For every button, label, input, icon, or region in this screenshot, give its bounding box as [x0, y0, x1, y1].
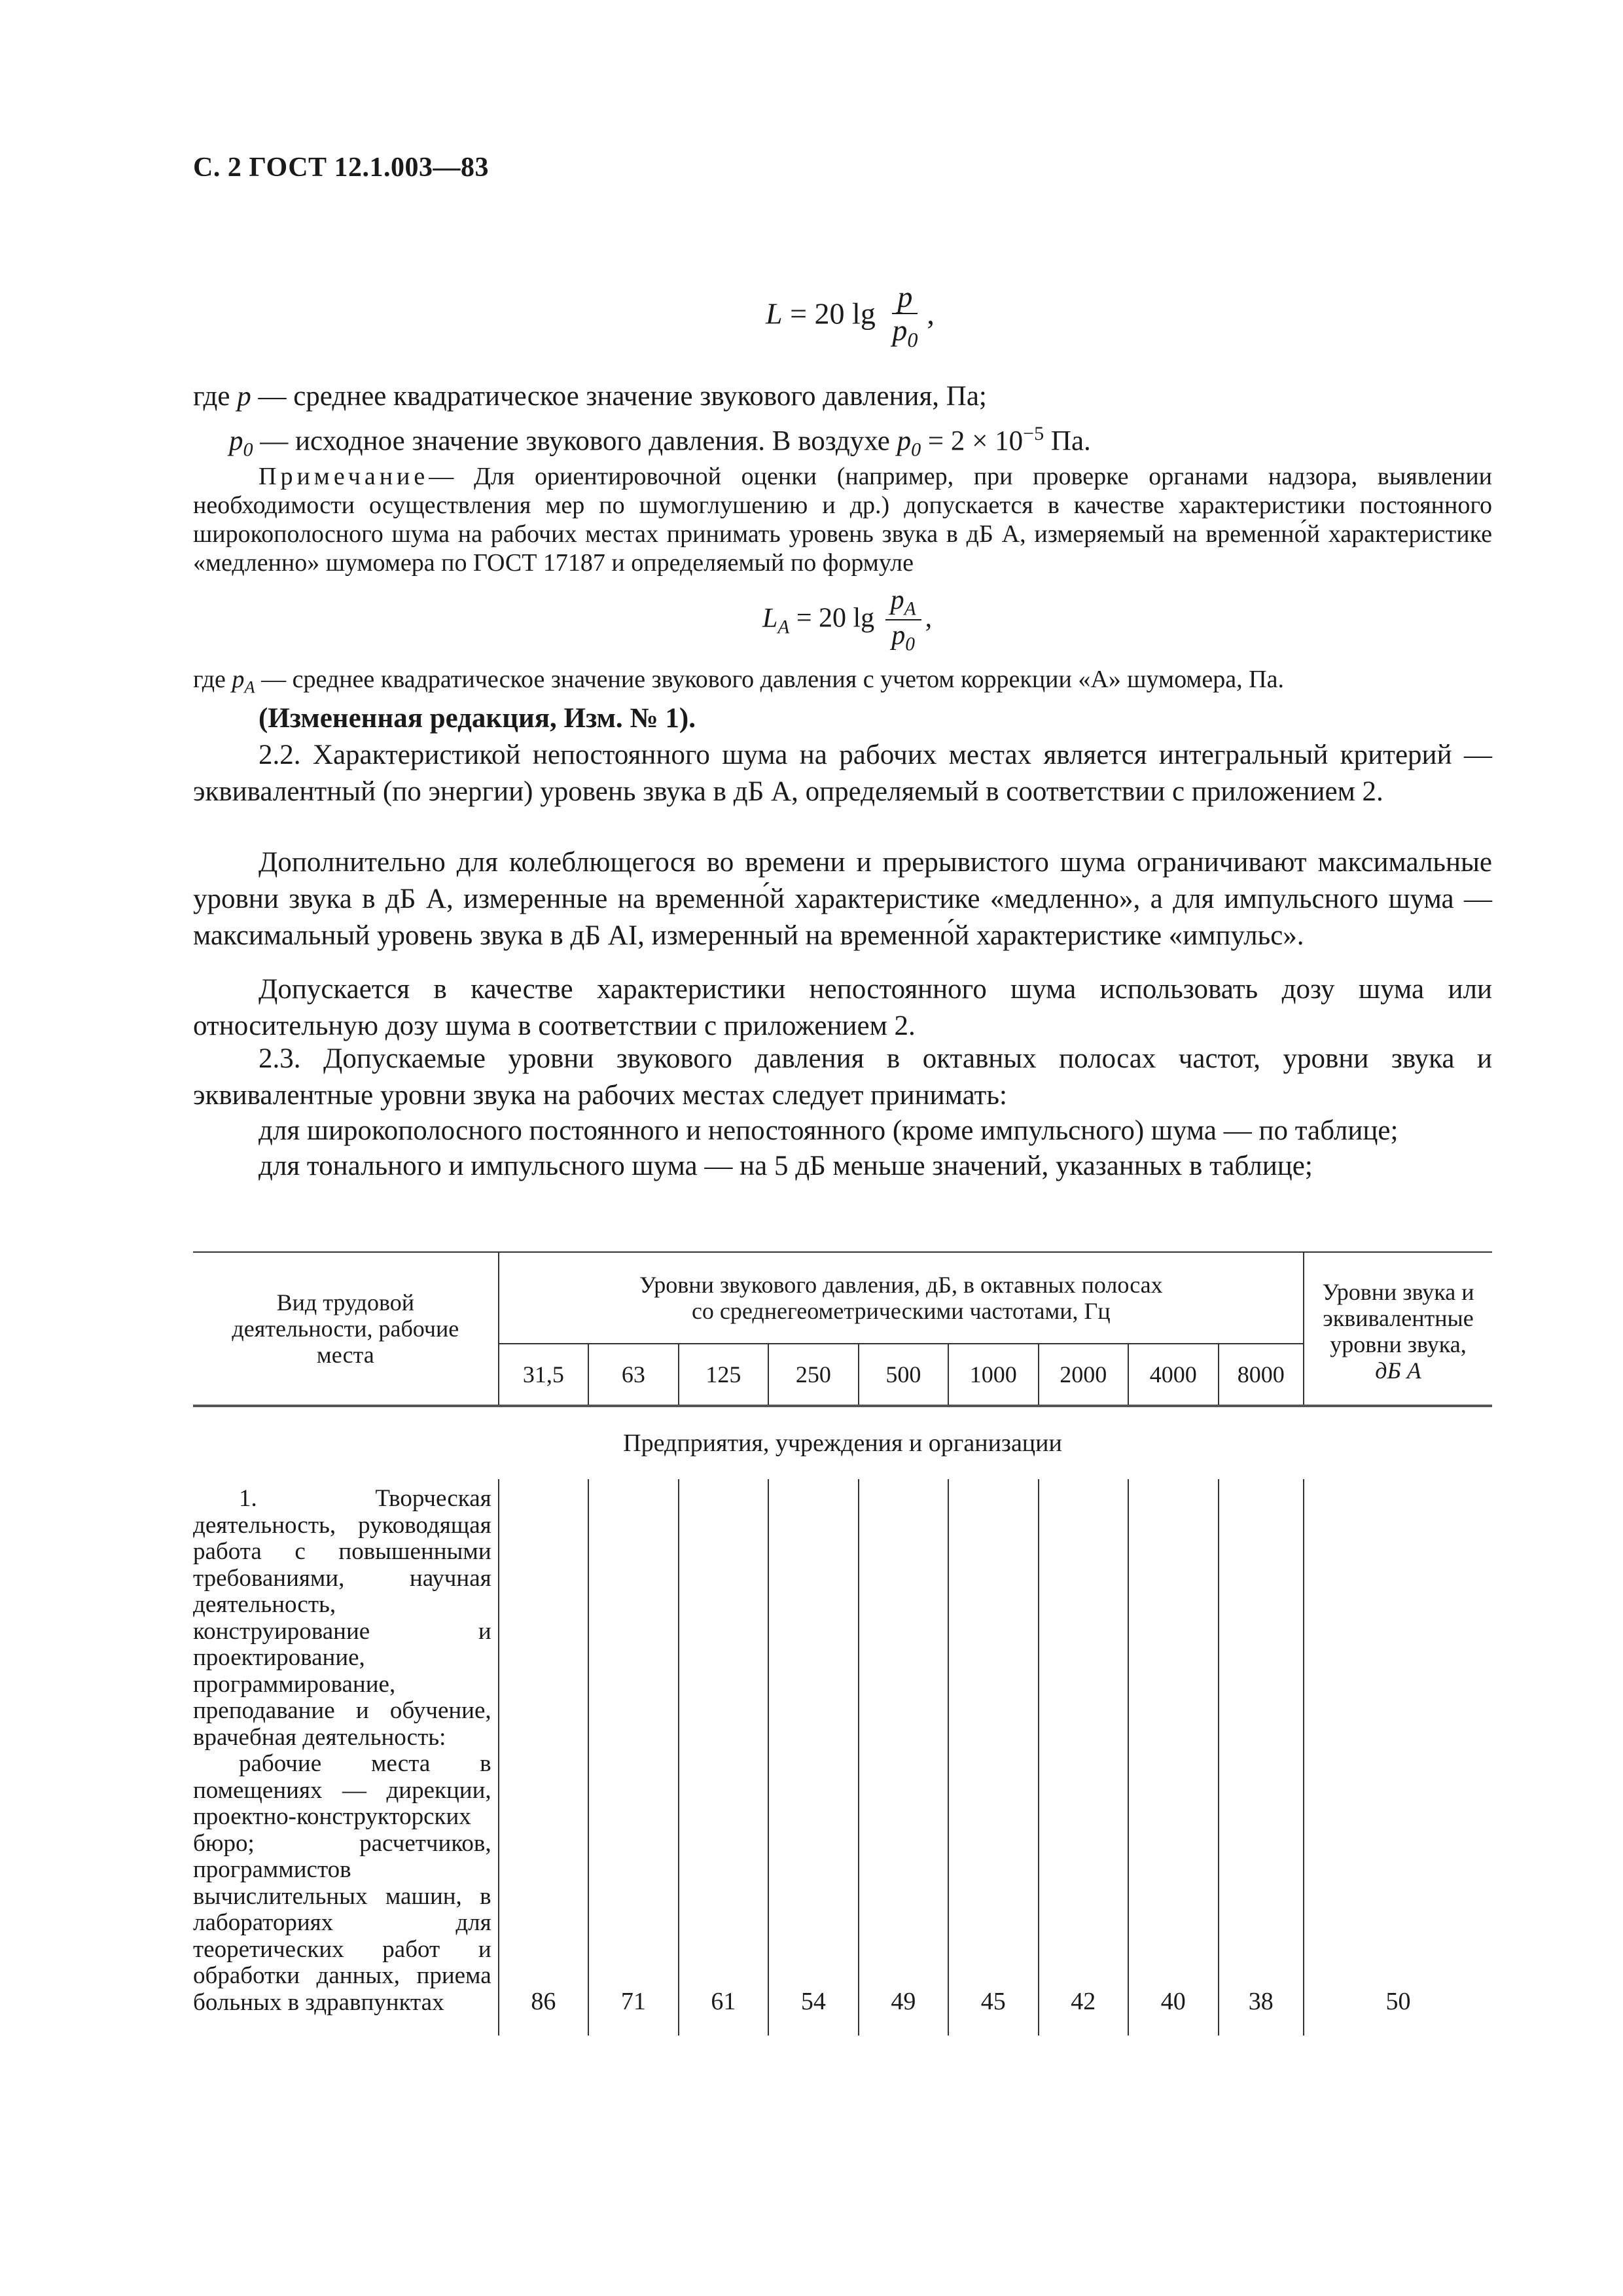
noise-levels-table — [193, 1251, 1492, 2036]
col-header-activity-text: Вид трудовой деятельности, рабочие места — [232, 1289, 459, 1368]
where-line-2 — [229, 415, 1091, 468]
formula-lhs: L — [766, 296, 783, 331]
formula-denominator — [887, 314, 923, 352]
freq-header: 500 — [859, 1344, 948, 1406]
paragraph-2-3-a: для широкополосного постоянного и непостоянного (кроме импульсного) шума — по таблице; — [259, 1115, 1399, 1146]
formula2-fraction — [885, 586, 921, 655]
row1-description-a: 1. Творческая деятельность, руководящая работа с повышенными требованиями, научная деятельность, конструирование и проектирование, программирование, преподавание и обучение, врачебная деятельность: — [193, 1485, 491, 1751]
formula2-lhs-sub: A — [777, 617, 790, 638]
note-label: Примечание — [259, 463, 429, 490]
formula2-den-var: p — [891, 620, 906, 651]
paragraph-2-3: 2.3. Допускаемые уровни звукового давления в октавных полосах частот, уровни звука и эквивалентные уровни звука на рабочих местах следует принимать: — [193, 1043, 1492, 1111]
row1-value: 42 — [1039, 1479, 1128, 2036]
where-def-p0: — исходное значение звукового давления. В воздухе — [260, 425, 890, 457]
formula2-tail: , — [925, 603, 933, 634]
section-title: Предприятия, учреждения и организации — [623, 1429, 1062, 1457]
row1-value: 71 — [588, 1479, 678, 2036]
var-p-2: p — [897, 425, 912, 457]
octave-header-line2: со среднегеометрическими частотами, Гц — [691, 1298, 1111, 1324]
formula2-eq: = 20 lg — [796, 603, 875, 634]
page-header: С. 2 ГОСТ 12.1.003—83 — [193, 152, 490, 183]
formula-numerator: p — [892, 281, 918, 314]
row1-description-b: рабочие места в помещениях — дирекции, проектно-конструкторских бюро; расчетчиков, программистов вычислительных машин, в лабораториях для теоретических работ и обработки данных, приема больных в здравпунктах — [193, 1750, 491, 2016]
where-var-p: p — [237, 381, 251, 412]
formula-den-var: p — [892, 314, 908, 348]
where-pa-line — [193, 665, 1284, 702]
level-header-line3: уровни звука, — [1330, 1331, 1467, 1357]
row1-value: 61 — [679, 1479, 768, 2036]
where-var-p0-2 — [897, 425, 921, 461]
row1-value: 54 — [768, 1479, 858, 2036]
octave-header-line1: Уровни звукового давления, дБ, в октавных полосах — [639, 1272, 1163, 1298]
formula2-lhs-var: L — [762, 603, 778, 634]
col-header-sound-level — [1304, 1252, 1492, 1406]
where-line-1 — [193, 378, 987, 415]
row1-value: 38 — [1219, 1479, 1304, 2036]
formula-sound-level-a — [762, 586, 932, 655]
freq-header: 2000 — [1039, 1344, 1128, 1406]
formula2-num-sub: A — [904, 598, 916, 620]
freq-header: 250 — [768, 1344, 858, 1406]
row1-value: 86 — [499, 1479, 588, 2036]
col-header-activity — [193, 1252, 499, 1406]
formula2-lhs — [762, 603, 790, 638]
paragraph-2-2: 2.2. Характеристикой непостоянного шума на рабочих местах является интегральный критерий — эквивалентный (по энергии) уровень звука в дБ A, определяемый в соответствии с приложением 2. — [193, 740, 1492, 807]
freq-header: 31,5 — [499, 1344, 588, 1406]
formula-sound-pressure-level — [766, 281, 935, 352]
row1-value: 45 — [948, 1479, 1038, 2036]
freq-header: 63 — [588, 1344, 678, 1406]
level-header-line2: эквивалентные — [1323, 1305, 1474, 1331]
where2-prefix: где — [193, 666, 226, 693]
formula2-num-var: p — [890, 585, 904, 615]
level-header-line4: дБ A — [1375, 1357, 1421, 1384]
formula2-denominator — [886, 620, 920, 655]
freq-header: 8000 — [1219, 1344, 1304, 1406]
where-prefix: где — [193, 381, 230, 412]
var-sub-2: 0 — [911, 438, 921, 461]
formula2-numerator — [885, 586, 921, 620]
row1-value: 40 — [1128, 1479, 1218, 2036]
where-unit: Па. — [1044, 425, 1091, 457]
row1-value: 49 — [859, 1479, 948, 2036]
where2-var — [232, 666, 255, 697]
note-text: — Для ориентировочной оценки (например, при проверке органами надзора, выявлении необходимости осуществления мер по шумоглушению и др.) допускается в качестве характеристики постоянного широкополосного шума на рабочих местах принимать уровень звука в дБ A, измеряемый на временно́й характеристике «медленно» шумомера по ГОСТ 17187 и определяемый по формуле — [193, 463, 1492, 577]
var-p: p — [229, 425, 243, 457]
paragraph-2-2-c: Допускается в качестве характеристики непостоянного шума использовать дозу шума или относительную дозу шума в соответствии с приложением 2. — [193, 974, 1492, 1041]
var-sub: 0 — [243, 438, 253, 461]
where2-var-sub: A — [244, 677, 255, 697]
paragraph-2-2-b: Дополнительно для колеблющегося во времени и прерывистого шума ограничивают максимальные уровни звука в дБ A, измеренные на временно́й характеристике «медленно», а для импульсного шума — максимальный уровень звука в дБ AI, измеренный на временно́й характеристике «импульс». — [193, 847, 1492, 951]
formula-tail: , — [927, 296, 935, 331]
formula2-den-sub: 0 — [905, 634, 915, 655]
where-def-p: — среднее квадратическое значение звукового давления, Па; — [258, 381, 987, 412]
where-value: = 2 × 10 — [927, 425, 1024, 457]
formula-fraction — [887, 281, 923, 352]
col-header-octave-group — [499, 1252, 1304, 1344]
level-header-line1: Уровни звука и — [1322, 1279, 1474, 1305]
note-paragraph — [193, 462, 1492, 577]
freq-header: 4000 — [1128, 1344, 1218, 1406]
freq-header: 125 — [679, 1344, 768, 1406]
freq-header: 1000 — [948, 1344, 1038, 1406]
formula-den-sub: 0 — [907, 328, 918, 352]
paragraph-2-3-b: для тонального и импульсного шума — на 5 дБ меньше значений, указанных в таблице; — [259, 1151, 1313, 1181]
where2-text: — среднее квадратическое значение звукового давления с учетом коррекции «А» шумомера, Па. — [261, 666, 1284, 693]
where2-var-p: p — [232, 666, 245, 693]
row1-description — [193, 1479, 499, 2036]
formula-eq: = 20 lg — [790, 296, 876, 331]
amended-edition: (Измененная редакция, Изм. № 1). — [259, 703, 696, 734]
where-var-p0 — [229, 425, 253, 461]
row1-sound-level: 50 — [1304, 1479, 1492, 2036]
where-exponent: −5 — [1023, 422, 1044, 444]
